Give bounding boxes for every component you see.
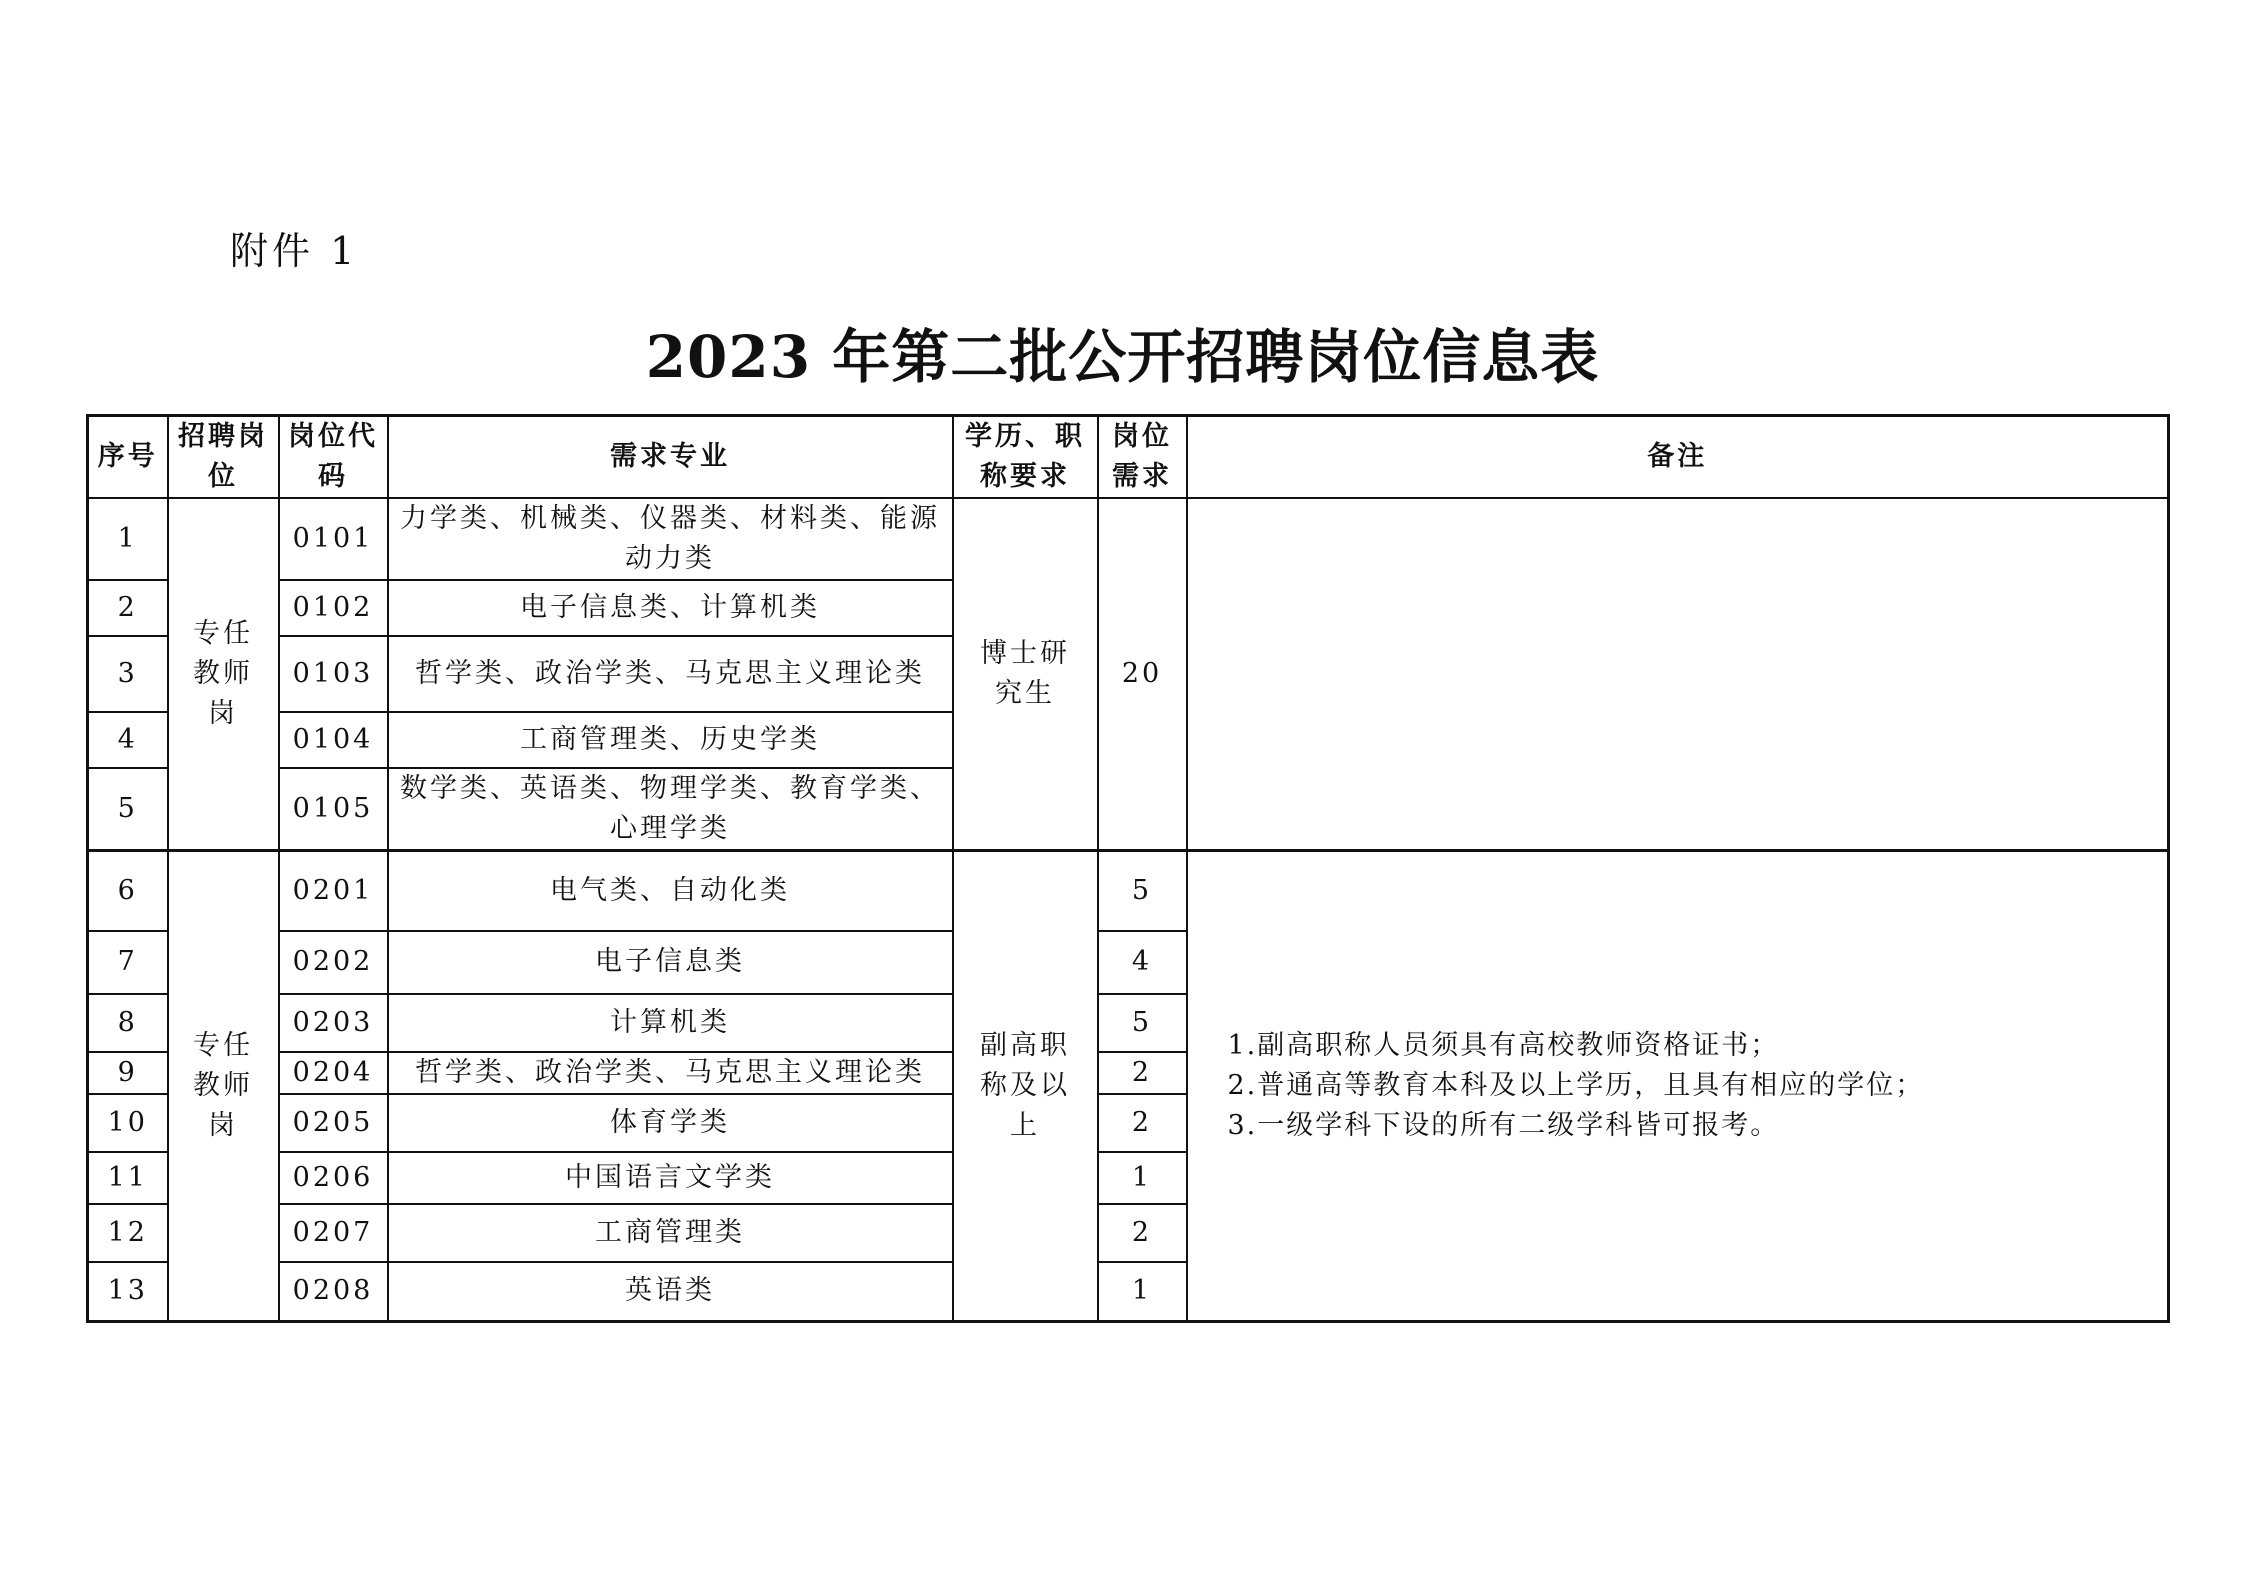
row-major: 哲学类、政治学类、马克思主义理论类 xyxy=(388,636,953,712)
row-code: 0206 xyxy=(279,1152,388,1204)
row-major: 英语类 xyxy=(388,1262,953,1322)
row-index: 5 xyxy=(88,768,168,851)
row-quota: 2 xyxy=(1098,1204,1187,1262)
group1-quota: 20 xyxy=(1098,498,1187,851)
row-quota: 1 xyxy=(1098,1152,1187,1204)
header-index: 序号 xyxy=(88,416,168,499)
row-index: 9 xyxy=(88,1052,168,1094)
row-quota: 1 xyxy=(1098,1262,1187,1322)
header-major: 需求专业 xyxy=(388,416,953,499)
row-major: 中国语言文学类 xyxy=(388,1152,953,1204)
row-code: 0207 xyxy=(279,1204,388,1262)
row-index: 1 xyxy=(88,498,168,580)
row-quota: 2 xyxy=(1098,1052,1187,1094)
header-remarks: 备注 xyxy=(1187,416,2169,499)
header-code: 岗位代码 xyxy=(279,416,388,499)
row-major: 电子信息类、计算机类 xyxy=(388,580,953,636)
header-education: 学历、职称要求 xyxy=(953,416,1098,499)
row-major: 数学类、英语类、物理学类、教育学类、心理学类 xyxy=(388,768,953,851)
row-major: 体育学类 xyxy=(388,1094,953,1152)
attachment-label: 附件 1 xyxy=(230,229,359,273)
table-header-row xyxy=(88,416,2169,499)
row-code: 0103 xyxy=(279,636,388,712)
row-code: 0102 xyxy=(279,580,388,636)
row-index: 4 xyxy=(88,712,168,768)
positions-table xyxy=(86,414,2170,1323)
row-major: 电气类、自动化类 xyxy=(388,851,953,931)
row-code: 0105 xyxy=(279,768,388,851)
row-code: 0201 xyxy=(279,851,388,931)
row-code: 0104 xyxy=(279,712,388,768)
row-index: 12 xyxy=(88,1204,168,1262)
row-code: 0203 xyxy=(279,994,388,1052)
header-quota: 岗位需求 xyxy=(1098,416,1187,499)
row-index: 8 xyxy=(88,994,168,1052)
row-major: 力学类、机械类、仪器类、材料类、能源动力类 xyxy=(388,498,953,580)
row-quota: 2 xyxy=(1098,1094,1187,1152)
group1-position: 专任教师岗 xyxy=(168,498,279,851)
row-major: 工商管理类 xyxy=(388,1204,953,1262)
table-row xyxy=(88,498,2169,580)
row-index: 10 xyxy=(88,1094,168,1152)
remark-line: 3.一级学科下设的所有二级学科皆可报考。 xyxy=(1227,1110,1780,1141)
row-index: 3 xyxy=(88,636,168,712)
row-index: 2 xyxy=(88,580,168,636)
row-index: 13 xyxy=(88,1262,168,1322)
table-row xyxy=(88,851,2169,931)
row-code: 0208 xyxy=(279,1262,388,1322)
row-index: 6 xyxy=(88,851,168,931)
row-major: 电子信息类 xyxy=(388,931,953,994)
row-code: 0204 xyxy=(279,1052,388,1094)
row-index: 11 xyxy=(88,1152,168,1204)
group2-position: 专任教师岗 xyxy=(168,851,279,1322)
row-code: 0202 xyxy=(279,931,388,994)
row-major: 工商管理类、历史学类 xyxy=(388,712,953,768)
row-code: 0101 xyxy=(279,498,388,580)
page-title: 2023 年第二批公开招聘岗位信息表 xyxy=(645,323,1600,391)
row-code: 0205 xyxy=(279,1094,388,1152)
group1-education: 博士研究生 xyxy=(953,498,1098,851)
group2-remarks xyxy=(1187,851,2169,1322)
row-quota: 5 xyxy=(1098,994,1187,1052)
row-major: 计算机类 xyxy=(388,994,953,1052)
group2-education: 副高职称及以上 xyxy=(953,851,1098,1322)
row-quota: 5 xyxy=(1098,851,1187,931)
remark-line: 2.普通高等教育本科及以上学历，且具有相应的学位； xyxy=(1227,1070,1925,1101)
group1-remarks xyxy=(1187,498,2169,851)
remark-line: 1.副高职称人员须具有高校教师资格证书； xyxy=(1227,1030,1780,1061)
row-quota: 4 xyxy=(1098,931,1187,994)
row-major: 哲学类、政治学类、马克思主义理论类 xyxy=(388,1052,953,1094)
header-position: 招聘岗位 xyxy=(168,416,279,499)
row-index: 7 xyxy=(88,931,168,994)
